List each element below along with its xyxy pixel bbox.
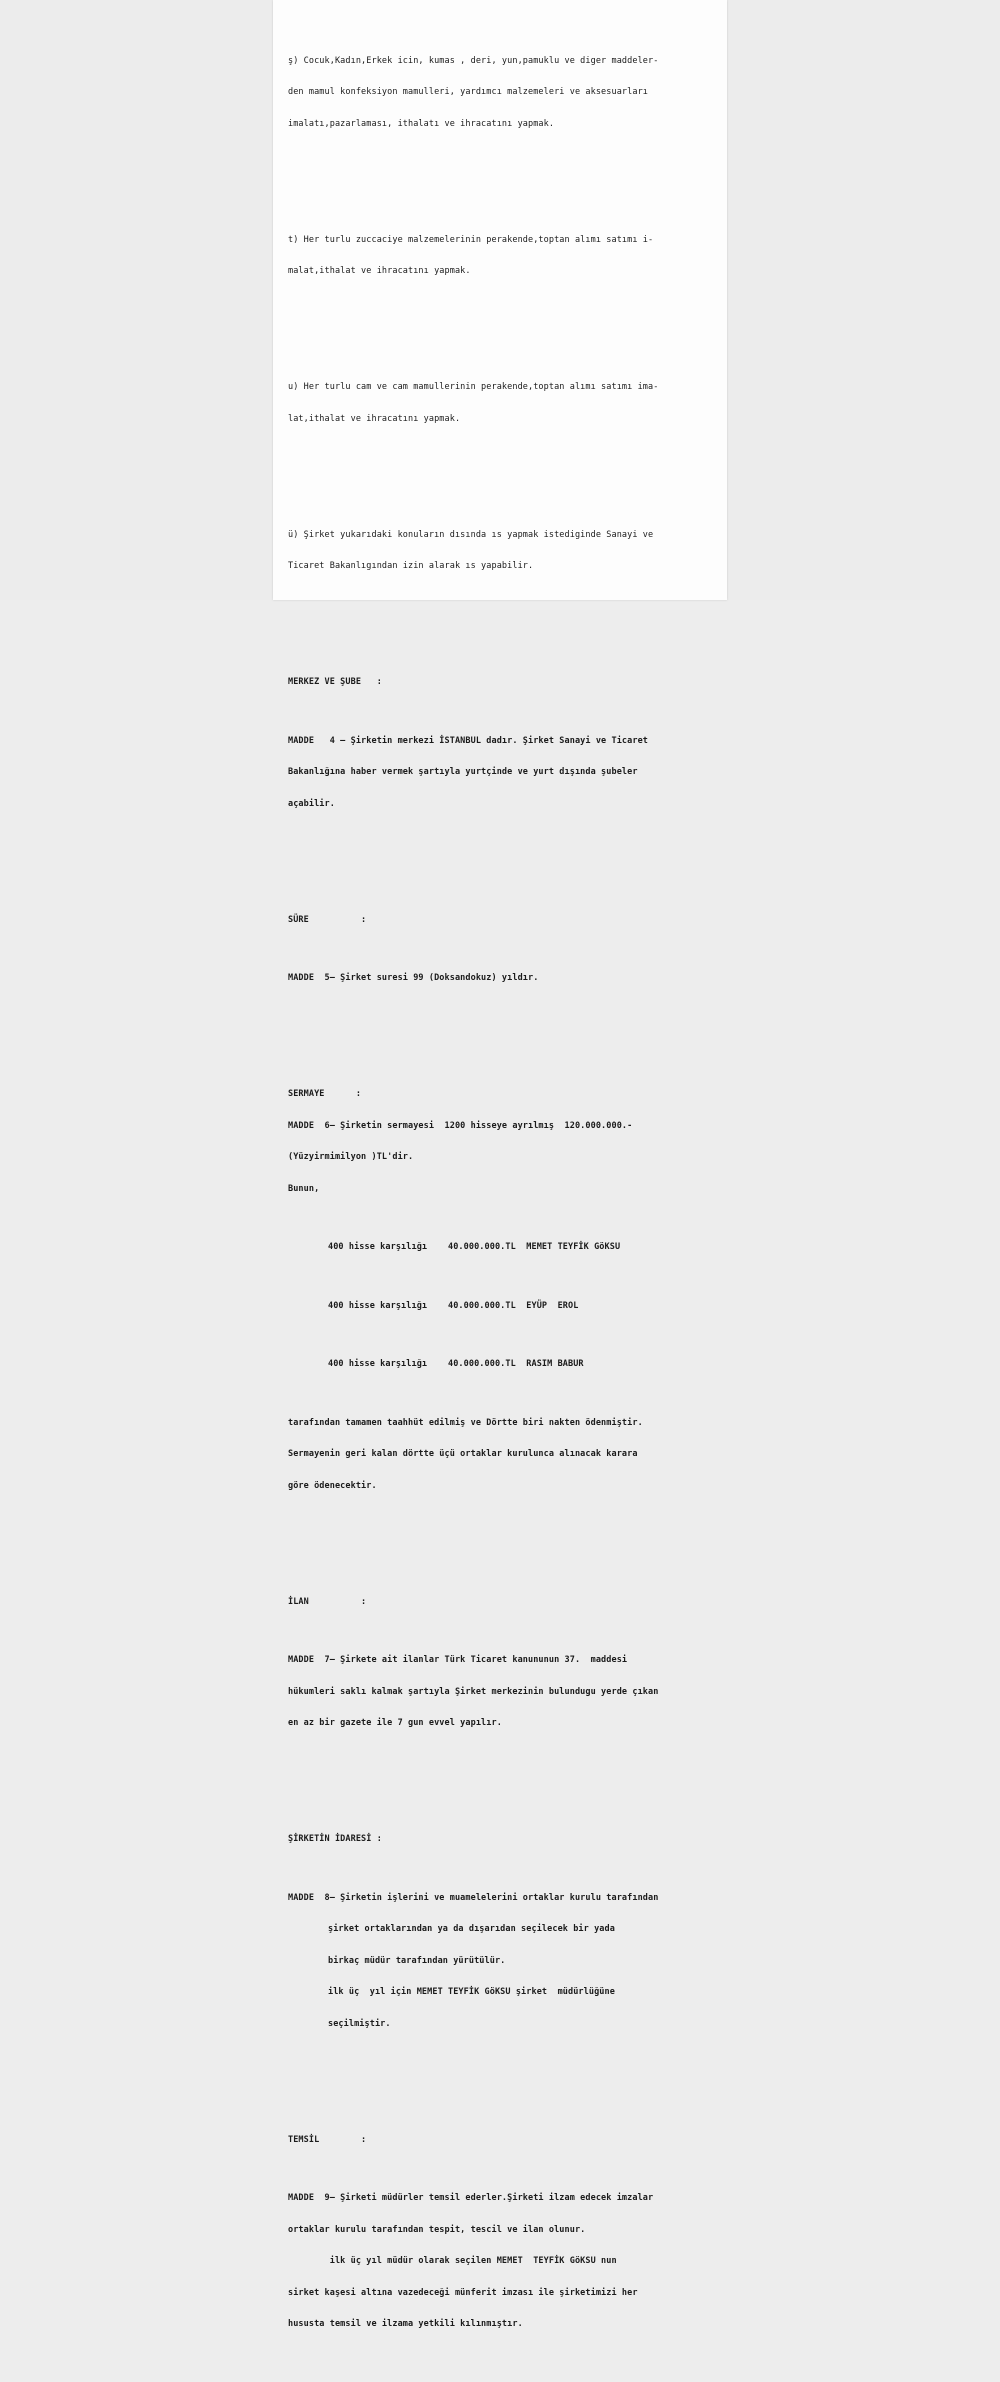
item-u [288,361,708,445]
section-sermaye [288,1068,708,1512]
text-line: hususta temsil ve ilzama yetkili kılınmıştır. [288,2319,523,2329]
section-heading: MERKEZ VE ŞUBE : [288,677,382,687]
text-line: u) Her turlu cam ve cam mamullerinin perakende,toptan alımı satımı ima- [288,382,659,392]
text-line: Bakanlığına haber vermek şartıyla yurtçinde ve yurt dışında şubeler [288,767,638,777]
text-line: ilk üç yıl için MEMET TEYFİK GöKSU şirket müdürlüğüne [328,1987,615,1997]
text-line: (Yüzyirmimilyon )TL'dir. [288,1152,414,1162]
item-uu [288,509,708,593]
section-merkez [288,656,708,830]
text-line: Bunun, [288,1183,320,1194]
text-line: MADDE 6– Şirketin sermayesi 1200 hisseye ayrılmış 120.000.000.- [288,1120,633,1131]
text-line: ortaklar kurulu tarafından tespit, tescil ve ilan olunur. [288,2224,586,2235]
text-line: hükumleri saklı kalmak şartıyla Şirket merkezinin bulundugu yerde çıkan [288,1686,659,1697]
text-line: en az bir gazete ile 7 gun evvel yapılır. [288,1718,502,1728]
item-t [288,214,708,298]
text-line: şirket ortaklarından ya da dışarıdan seçilecek bir yada [328,1924,615,1934]
document-text [288,3,708,2382]
section-temsil [288,2114,708,2351]
section-ilan [288,1576,708,1750]
section-sure [288,894,708,1005]
text-line: açabilir. [288,798,335,809]
text-line: Ticaret Bakanlıgından izin alarak ıs yapabilir. [288,561,534,571]
text-line: lat,ithalat ve ihracatını yapmak. [288,413,461,424]
section-heading: ŞİRKETİN İDARESİ : [288,1834,382,1844]
text-line: MADDE 9– Şirketi müdürler temsil ederler.Şirketi ilzam edecek imzalar [288,2193,654,2203]
section-heading: TEMSİL : [288,2134,367,2145]
section-heading: SERMAYE : [288,1089,362,1099]
section-idare [288,1813,708,2050]
item-s [288,35,708,151]
section-heading: İLAN : [288,1596,367,1607]
text-line: MADDE 5– Şirket suresi 99 (Doksandokuz) yıldır. [288,973,539,983]
text-line: ş) Cocuk,Kadın,Erkek icin, kumas , deri, yun,pamuklu ve diger maddeler- [288,55,659,66]
text-line: imalatı,pazarlaması, ithalatı ve ihracatını yapmak. [288,118,555,129]
text-line: MADDE 8– Şirketin işlerini ve muamelelerini ortaklar kurulu tarafından [288,1892,659,1903]
share-line: 400 hisse karşılığı 40.000.000.TL MEMET TEYFİK GöKSU [328,1242,621,1252]
text-line: malat,ithalat ve ihracatını yapmak. [288,266,471,276]
text-line: den mamul konfeksiyon mamulleri, yardımcı malzemeleri ve aksesuarları [288,87,649,97]
text-line: ilk üç yıl müdür olarak seçilen MEMET TEYFİK GöKSU nun [288,2256,617,2266]
scanned-page [273,0,727,2329]
share-line: 400 hisse karşılığı 40.000.000.TL EYÜP EROL [328,1300,579,1311]
text-line: t) Her turlu zuccaciye malzemelerinin perakende,toptan alımı satımı i- [288,234,654,245]
share-line: 400 hisse karşılığı 40.000.000.TL RASIM BABUR [328,1359,584,1369]
text-line: ü) Şirket yukarıdaki konuların dısında ıs yapmak istediginde Sanayi ve [288,529,654,540]
text-line: tarafından tamamen taahhüt edilmiş ve Dörtte biri nakten ödenmiştir. [288,1417,643,1428]
text-line: göre ödenecektir. [288,1480,377,1491]
text-line: seçilmiştir. [328,2018,391,2029]
text-line: birkaç müdür tarafından yürütülür. [328,1955,506,1966]
text-line: sirket kaşesi altına vazedeceği münferit imzası ile şirketimizi her [288,2287,638,2298]
text-line: MADDE 7– Şirkete ait ilanlar Türk Ticaret kanununun 37. maddesi [288,1655,628,1665]
section-heading: SÜRE : [288,914,367,925]
text-line: MADDE 4 – Şirketin merkezi İSTANBUL dadır. Şirket Sanayi ve Ticaret [288,735,649,746]
text-line: Sermayenin geri kalan dörtte üçü ortaklar kurulunca alınacak karara [288,1449,638,1459]
